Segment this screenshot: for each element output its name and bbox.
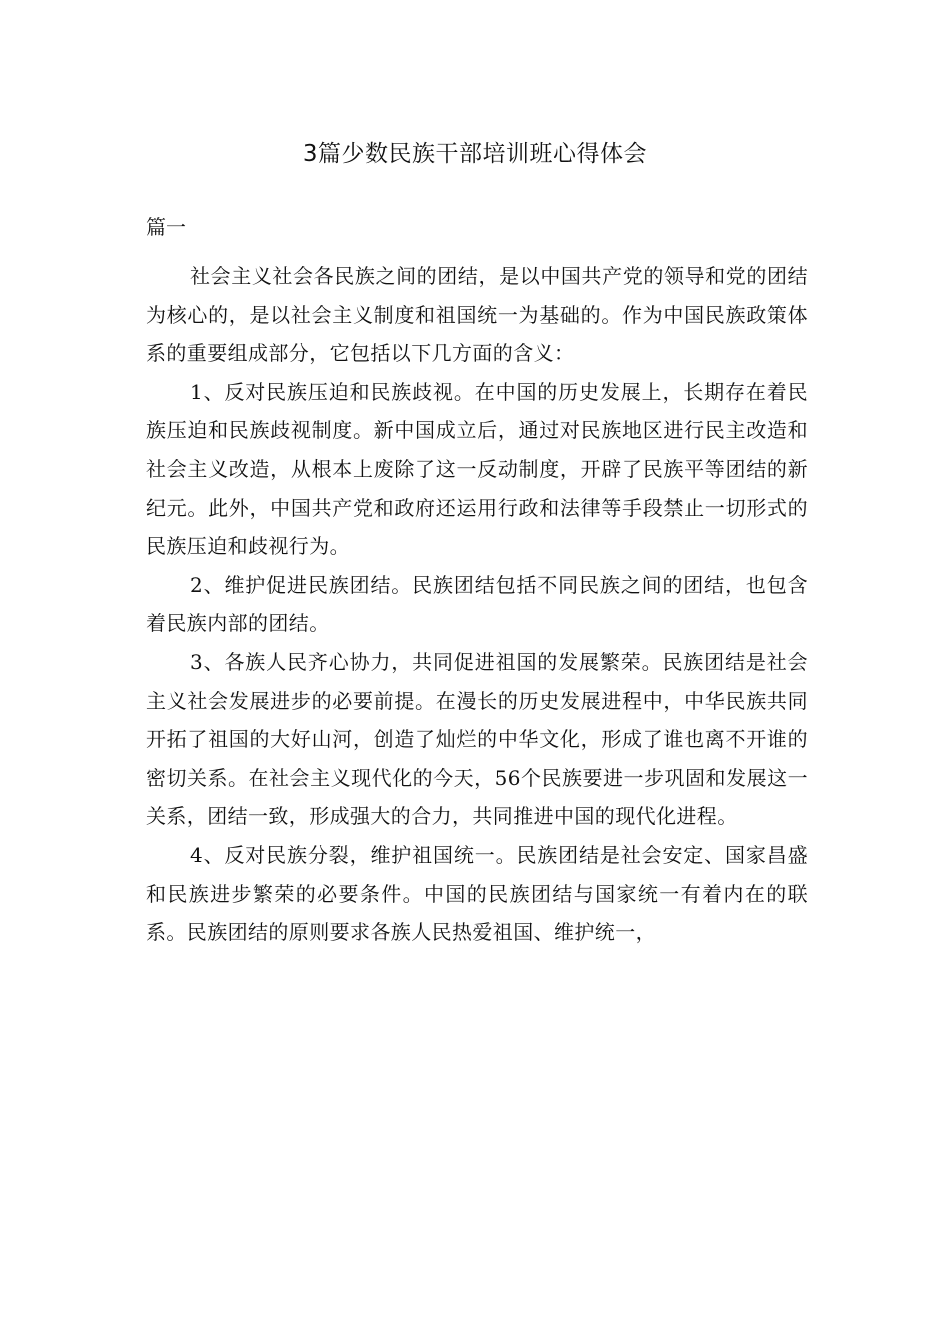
document-title: 3篇少数民族干部培训班心得体会 bbox=[302, 141, 648, 167]
paragraph-point-3: 3、各族人民齐心协力，共同促进祖国的发展繁荣。民族团结是社会主义社会发展进步的必要前提。在漫长的历史发展进程中，中华民族共同开拓了祖国的大好山河，创造了灿烂的中华文化，形成了谁也离不开谁的密切关系。在社会主义现代化的今天，56个民族要进一步巩固和发展这一关系，团结一致，形成强大的合力，共同推进中国的现代化进程。 bbox=[146, 649, 808, 829]
paragraph-intro: 社会主义社会各民族之间的团结，是以中国共产党的领导和党的团结为核心的，是以社会主义制度和祖国统一为基础的。作为中国民族政策体系的重要组成部分，它包括以下几方面的含义： bbox=[146, 264, 808, 366]
paragraph-point-1: 1、反对民族压迫和民族歧视。在中国的历史发展上，长期存在着民族压迫和民族歧视制度。新中国成立后，通过对民族地区进行民主改造和社会主义改造，从根本上废除了这一反动制度，开辟了民族平等团结的新纪元。此外，中国共产党和政府还运用行政和法律等手段禁止一切形式的民族压迫和歧视行为。 bbox=[146, 379, 808, 559]
paragraph-point-4: 4、反对民族分裂，维护祖国统一。民族团结是社会安定、国家昌盛和民族进步繁荣的必要条件。中国的民族团结与国家统一有着内在的联系。民族团结的原则要求各族人民热爱祖国、维护统一， bbox=[146, 842, 808, 945]
paragraph-point-2: 2、维护促进民族团结。民族团结包括不同民族之间的团结，也包含着民族内部的团结。 bbox=[146, 572, 808, 636]
section-label: 篇一 bbox=[146, 215, 186, 239]
document-body bbox=[146, 257, 808, 952]
